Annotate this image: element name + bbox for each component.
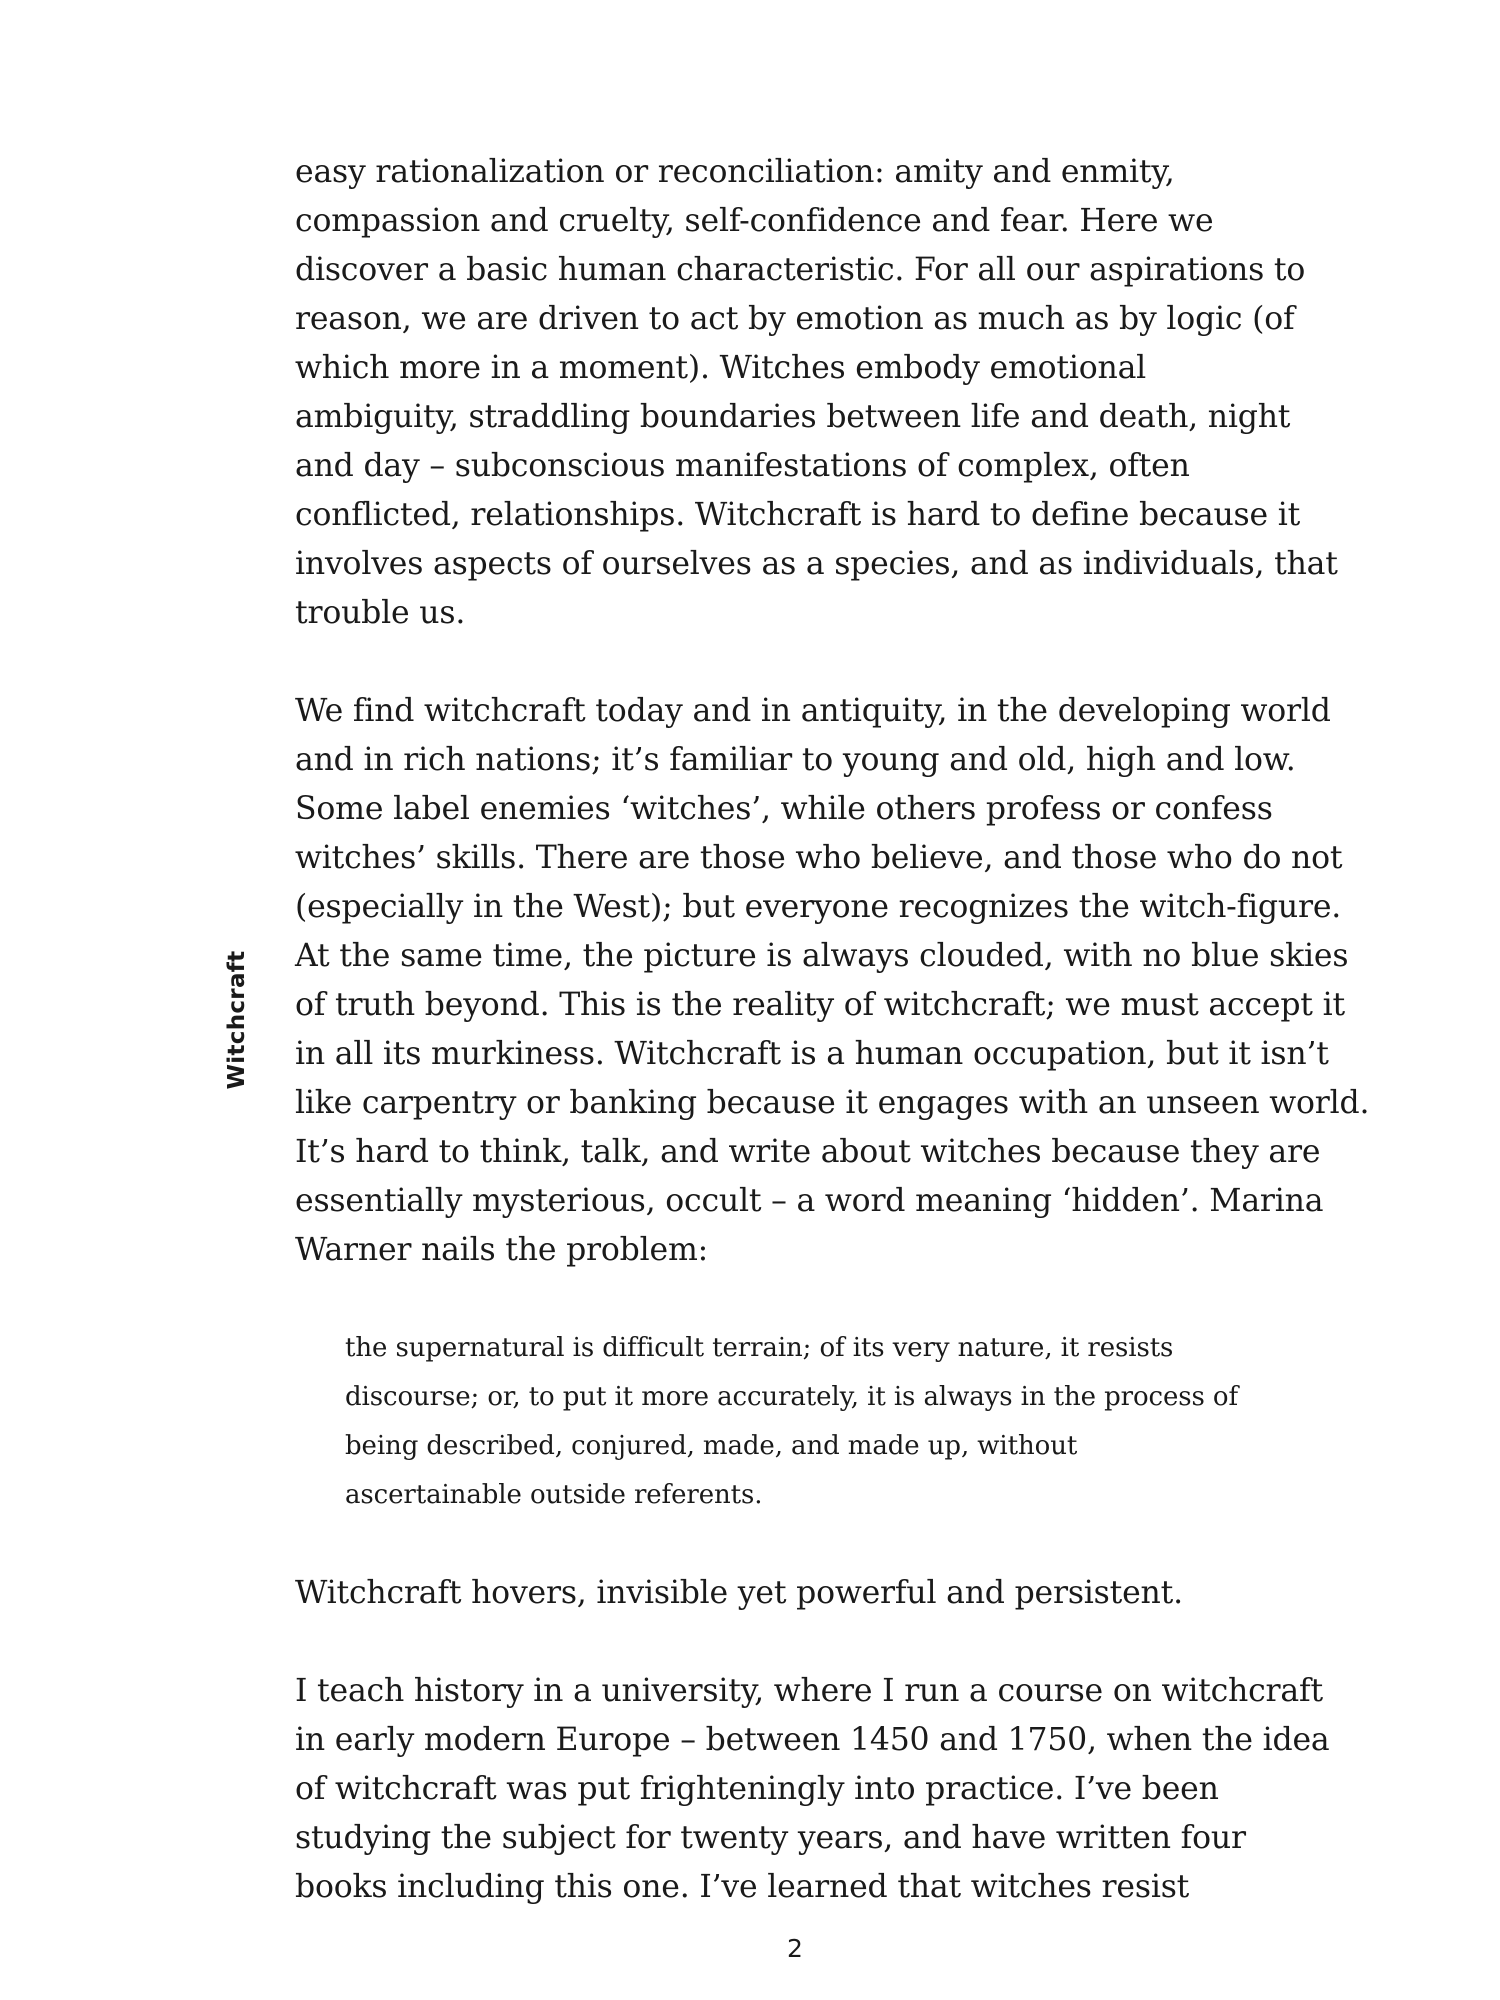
text-line: and in rich nations; it’s familiar to young and old, high and low. [295,742,1296,778]
quote-line: ascertainable outside referents. [345,1480,763,1510]
text-line: which more in a moment). Witches embody emotional [295,350,1147,386]
page-number: 2 [787,1934,803,1963]
block-quote [345,1324,1305,1520]
text-line: involves aspects of ourselves as a species, and as individuals, that [295,546,1338,582]
text-line: We find witchcraft today and in antiquity, in the developing world [295,693,1331,729]
body-text [295,148,1370,1961]
text-line: and day – subconscious manifestations of complex, often [295,448,1190,484]
running-head: Witchcraft [224,950,250,1090]
text-line: studying the subject for twenty years, and have written four [295,1820,1246,1856]
text-line: compassion and cruelty, self-confidence and fear. Here we [295,203,1214,239]
text-line: in all its murkiness. Witchcraft is a human occupation, but it isn’t [295,1036,1329,1072]
text-line: reason, we are driven to act by emotion as much as by logic (of [295,301,1295,337]
text-line: Some label enemies ‘witches’, while others profess or confess [295,791,1273,827]
paragraph-1 [295,148,1338,638]
text-line: trouble us. [295,595,466,631]
paragraph-2 [295,687,1370,1275]
text-line: Witchcraft hovers, invisible yet powerful and persistent. [295,1575,1183,1611]
quote-line: the supernatural is difficult terrain; of its very nature, it resists [345,1333,1174,1363]
text-line: conflicted, relationships. Witchcraft is hard to define because it [295,497,1301,533]
text-line: in early modern Europe – between 1450 and 1750, when the idea [295,1722,1330,1758]
text-line: Warner nails the problem: [295,1232,709,1268]
text-line: discover a basic human characteristic. For all our aspirations to [295,252,1306,288]
text-line: (especially in the West); but everyone recognizes the witch-figure. [295,889,1342,925]
text-line: of truth beyond. This is the reality of witchcraft; we must accept it [295,987,1345,1023]
text-line: like carpentry or banking because it engages with an unseen world. [295,1085,1370,1121]
paragraph-3 [295,1569,1305,1618]
text-line: books including this one. I’ve learned that witches resist [295,1869,1190,1905]
text-line: It’s hard to think, talk, and write about witches because they are [295,1134,1321,1170]
text-line: of witchcraft was put frighteningly into practice. I’ve been [295,1771,1219,1807]
quote-line: discourse; or, to put it more accurately, it is always in the process of [345,1382,1238,1412]
quote-line: being described, conjured, made, and made up, without [345,1431,1078,1461]
text-line: I teach history in a university, where I run a course on witchcraft [295,1673,1323,1709]
paragraph-4 [295,1667,1330,1912]
text-line: essentially mysterious, occult – a word meaning ‘hidden’. Marina [295,1183,1324,1219]
text-line: ambiguity, straddling boundaries between life and death, night [295,399,1291,435]
text-line: easy rationalization or reconciliation: amity and enmity, [295,154,1175,190]
text-line: witches’ skills. There are those who believe, and those who do not [295,840,1343,876]
text-line: At the same time, the picture is always clouded, with no blue skies [295,938,1349,974]
